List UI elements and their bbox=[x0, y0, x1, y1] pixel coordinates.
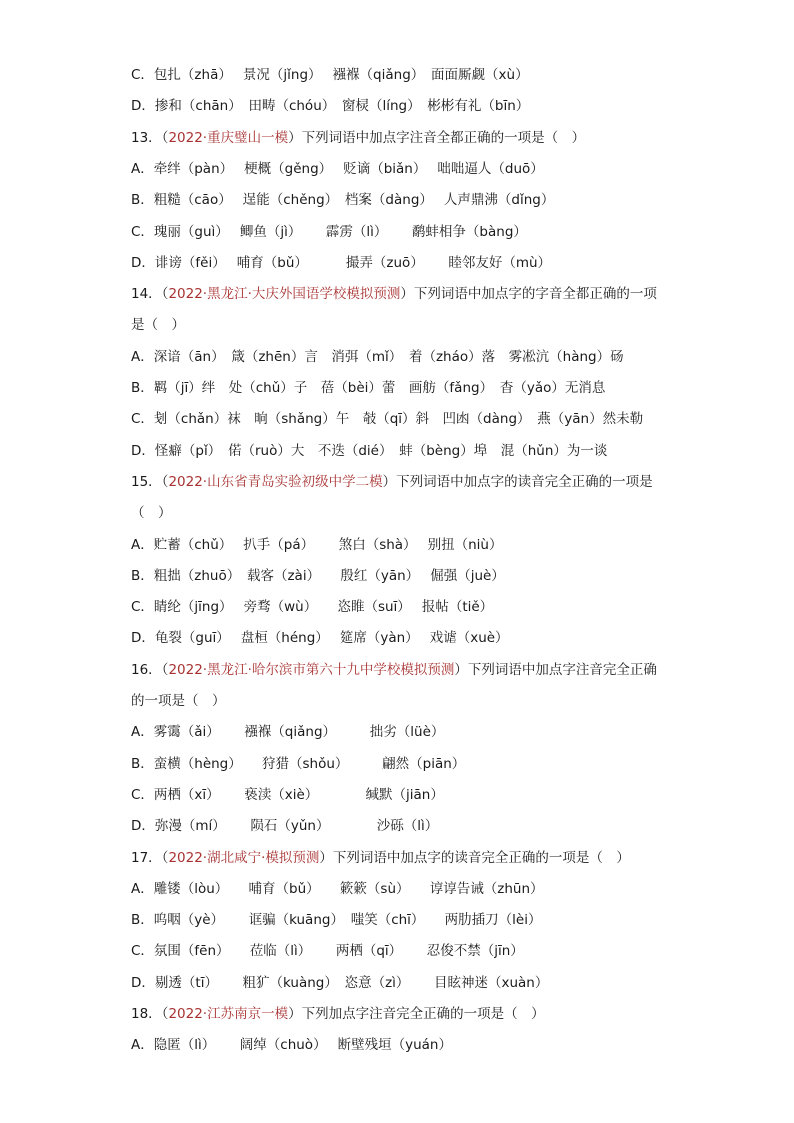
question-line bbox=[131, 1004, 691, 1024]
question-text: ）下列加点字注音完全正确的一项是（ ） bbox=[288, 1006, 545, 1022]
option-line: A．深谙（ān） 箴（zhēn）言 消弭（mǐ） 着（zháo）落 雾凇沆（hàng）砀 bbox=[131, 348, 624, 365]
option-line: A．雾霭（ǎi） 襁褓（qiǎng） 拙劣（lüè） bbox=[131, 724, 445, 741]
question-text: ）下列词语中加点字注音完全正确 bbox=[454, 661, 657, 678]
question-number: 15．（ bbox=[131, 473, 169, 490]
question-number: 18．（ bbox=[131, 1006, 169, 1022]
question-number: 16．（ bbox=[131, 661, 169, 678]
option-line: B．呜咽（yè） 诓骗（kuāng） 嗤笑（chī） 两肋插刀（lèi） bbox=[131, 912, 542, 929]
option-line: A．贮蓄（chǔ） 扒手（pá） 煞白（shà） 别扭（niù） bbox=[131, 536, 503, 553]
option-line: D．掺和（chān） 田畴（chóu） 窗棂（líng） 彬彬有礼（bīn） bbox=[131, 98, 530, 115]
option-line: C．刬（chǎn）袜 晌（shǎng）午 攲（qī）斜 凹凼（dàng） 燕（yān）然未勒 bbox=[131, 411, 644, 428]
option-line: A．隐匿（lì） 阔绰（chuò） 断壁残垣（yuán） bbox=[131, 1037, 452, 1054]
question-number: 14．（ bbox=[131, 286, 169, 303]
option-line: B．粗拙（zhuō） 载客（zài） 殷红（yān） 倔强（juè） bbox=[131, 567, 505, 584]
question-source: 2022·山东省青岛实验初级中学二模 bbox=[168, 473, 383, 490]
option-line: 是（ ） bbox=[131, 317, 185, 334]
option-line: A．牵绊（pàn） 梗概（gěng） 贬谪（biǎn） 咄咄逼人（duō） bbox=[131, 160, 544, 177]
option-line: D．诽谤（fěi） 哺育（bǔ） 撮弄（zuō） 睦邻友好（mù） bbox=[131, 254, 552, 271]
question-number: 17．（ bbox=[131, 849, 169, 866]
question-line bbox=[131, 284, 691, 304]
question-number: 13．（ bbox=[131, 129, 169, 146]
option-line: C．包扎（zhā） 景况（jǐng） 襁褓（qiǎng） 面面厮觑（xù） bbox=[131, 67, 529, 83]
option-line: D．怪癖（pǐ） 偌（ruò）大 不迭（dié） 蚌（bèng）埠 混（hǔn）为一谈 bbox=[131, 442, 608, 459]
option-line: D．弥漫（mí） 陨石（yǔn） 沙砾（lì） bbox=[131, 818, 439, 835]
question-source: 2022·湖北咸宁·模拟预测 bbox=[168, 849, 320, 866]
option-line: C．两栖（xī） 亵渎（xiè） 缄默（jiān） bbox=[131, 786, 444, 803]
question-text: ）下列词语中加点字的读音完全正确的一项是 bbox=[382, 473, 653, 490]
question-text: ）下列词语中加点字的读音完全正确的一项是（ ） bbox=[319, 849, 630, 866]
question-line bbox=[131, 472, 691, 492]
option-line: D．龟裂（guī） 盘桓（héng） 筵席（yàn） 戏谑（xuè） bbox=[131, 630, 509, 647]
option-line: D．剔透（tī） 粗犷（kuàng） 恣意（zì） 目眩神迷（xuàn） bbox=[131, 974, 549, 991]
question-text: ）下列词语中加点字注音全都正确的一项是（ ） bbox=[288, 129, 586, 146]
option-line: C．睛纶（jīng） 旁骛（wù） 恣睢（suī） 报帖（tiě） bbox=[131, 599, 494, 616]
option-line: A．雕镂（lòu） 哺育（bǔ） 簌簌（sù） 谆谆告诫（zhūn） bbox=[131, 880, 544, 897]
question-source: 2022·黑龙江·哈尔滨市第六十九中学校模拟预测 bbox=[168, 661, 455, 678]
option-line: B．粗糙（cāo） 逞能（chěng） 档案（dàng） 人声鼎沸（dǐng） bbox=[131, 192, 555, 209]
question-text: ）下列词语中加点字的字音全都正确的一项 bbox=[400, 286, 657, 303]
question-line bbox=[131, 660, 691, 680]
option-line: （ ） bbox=[131, 505, 172, 522]
question-source: 2022·江苏南京一模 bbox=[168, 1006, 289, 1022]
question-line bbox=[131, 128, 691, 148]
option-line: B．蛮横（hèng） 狩猎（shǒu） 翩然（piān） bbox=[131, 755, 466, 772]
option-line: C．瑰丽（guì） 鲫鱼（jì） 霹雳（lì） 鹬蚌相争（bàng） bbox=[131, 223, 527, 240]
option-line: B．羁（jī）绊 处（chǔ）子 蓓（bèi）蕾 画舫（fǎng） 杳（yǎo）无消息 bbox=[131, 380, 606, 396]
option-line: 的一项是（ ） bbox=[131, 693, 226, 709]
option-line: C．氛围（fēn） 莅临（lì） 两栖（qī） 忍俊不禁（jīn） bbox=[131, 943, 524, 960]
question-line bbox=[131, 848, 691, 868]
question-source: 2022·重庆璧山一模 bbox=[168, 129, 289, 146]
question-source: 2022·黑龙江·大庆外国语学校模拟预测 bbox=[168, 286, 401, 303]
